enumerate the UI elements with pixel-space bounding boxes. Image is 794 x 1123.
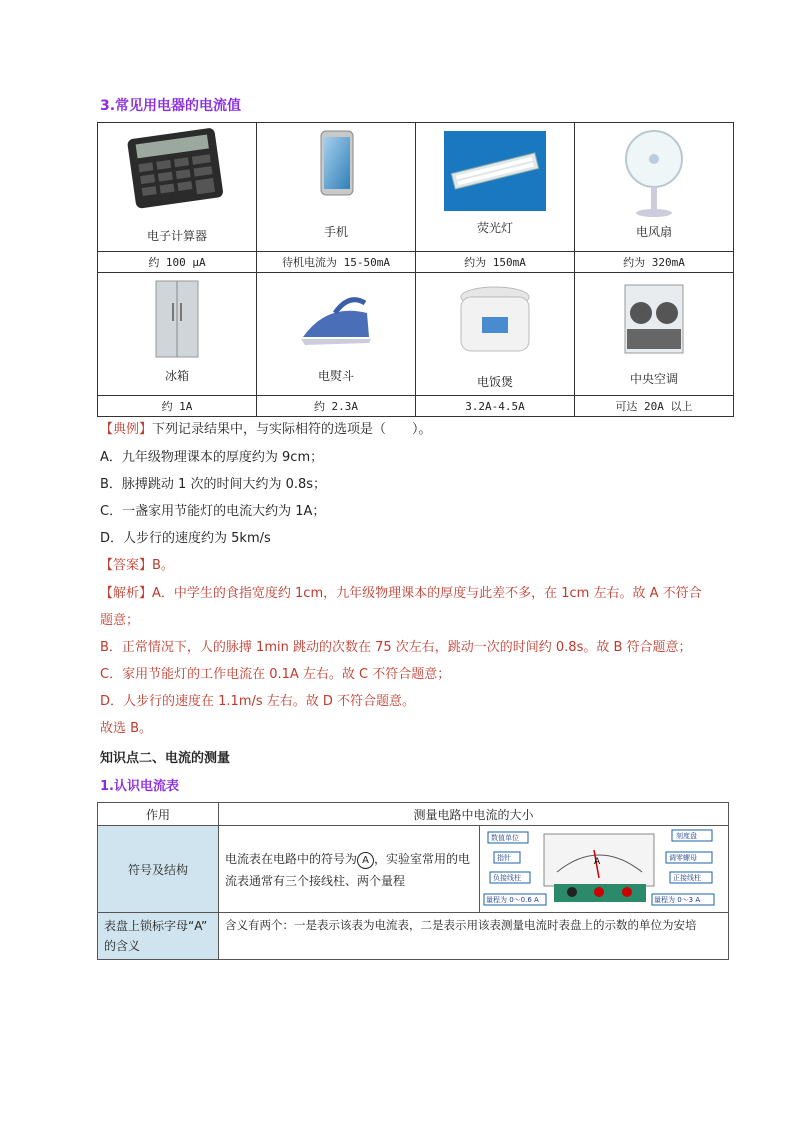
table-row [98, 123, 734, 252]
appliance-name: 中央空调 [629, 372, 678, 386]
appliance-current: 3.2A-4.5A [416, 396, 575, 417]
answer-text: B。 [152, 558, 174, 573]
example-tag: 【典例】 [100, 422, 153, 437]
fridge-icon [98, 273, 256, 373]
label-pos-terminal: 正接线柱 [673, 874, 701, 882]
appliance-name: 冰箱 [164, 369, 189, 383]
ammeter-symbol: A [357, 852, 374, 869]
symbol-text: 电流表在电路中的符号为 [225, 852, 358, 866]
appliance-current: 待机电流为 15-50mA [257, 252, 416, 273]
label-zero-adjust: 调零螺母 [669, 854, 697, 862]
option-d: D．人步行的速度约为 5km/s [100, 531, 271, 546]
section-title: 1.认识电流表 [100, 779, 179, 794]
ammeter-diagram [482, 828, 722, 910]
label-unit: 数值单位 [491, 834, 519, 842]
fan-icon [575, 123, 733, 223]
option-b: B．脉搏跳动 1 次的时间大约为 0.8s； [100, 477, 327, 492]
analysis-line [100, 585, 702, 603]
option-a: A．九年级物理课本的厚度约为 9cm； [100, 450, 324, 465]
section-title: 3.常见用电器的电流值 [100, 98, 242, 114]
appliance-name: 电饭煲 [476, 375, 513, 389]
row-value: 含义有两个：一是表示该表为电流表，二是表示用该表测量电流时表盘上的示数的单位为安培 [219, 913, 729, 960]
appliance-cell [98, 273, 257, 396]
appliance-name: 手机 [323, 225, 348, 239]
label-dial: 刻度盘 [676, 832, 697, 840]
analysis-line: 故选 B。 [100, 721, 153, 736]
analysis-line: C．家用节能灯的工作电流在 0.1A 左右。故 C 不符合题意； [100, 667, 451, 682]
table-row [98, 803, 729, 826]
appliance-name: 电熨斗 [317, 369, 354, 383]
analysis-line: 题意； [100, 613, 140, 628]
label-range-large: 量程为 0～3 A [654, 896, 701, 904]
row-label [98, 913, 219, 960]
table-row [98, 396, 734, 417]
row-label-text: 表盘上锁标字母“A” [104, 919, 208, 933]
analysis-line: B．正常情况下，人的脉搏 1min 跳动的次数在 75 次左右，跳动一次的时间约 0.8s。故 B 符合题意； [100, 640, 692, 655]
rice-cooker-icon [416, 273, 574, 373]
symbol-text: 流表通常有三个接线柱、两个量程 [225, 874, 406, 888]
symbol-text: ，实验室常用的电 [374, 852, 471, 866]
table-row [98, 826, 729, 913]
row-label: 作用 [98, 803, 219, 826]
iron-icon [257, 273, 415, 373]
row-value [219, 826, 480, 913]
appliance-cell [416, 123, 575, 252]
calculator-icon [98, 123, 256, 223]
appliance-current: 约 1A [98, 396, 257, 417]
appliance-current: 约 2.3A [257, 396, 416, 417]
appliance-current: 可达 20A 以上 [575, 396, 734, 417]
knowledge-title: 知识点二、电流的测量 [100, 751, 231, 766]
fluorescent-lamp-icon [416, 123, 574, 223]
answer-tag: 【答案】 [100, 558, 153, 573]
analysis-text: A．中学生的食指宽度约 1cm，九年级物理课本的厚度与此差不多，在 1cm 左右。故 A 不符合 [152, 586, 702, 601]
row-value: 测量电路中电流的大小 [219, 803, 729, 826]
label-neg-terminal: 负接线柱 [493, 874, 521, 882]
table-row [98, 273, 734, 396]
appliance-name: 荧光灯 [476, 221, 513, 235]
appliance-cell [98, 123, 257, 252]
appliance-current: 约 100 μA [98, 252, 257, 273]
option-c: C．一盏家用节能灯的电流大约为 1A； [100, 504, 326, 519]
appliance-current-table [97, 122, 734, 417]
appliance-cell [416, 273, 575, 396]
ammeter-diagram-cell [480, 826, 729, 913]
table-row [98, 252, 734, 273]
appliance-cell [257, 123, 416, 252]
appliance-cell [257, 273, 416, 396]
label-pointer: 指针 [497, 854, 511, 862]
appliance-current: 约为 150mA [416, 252, 575, 273]
example-question [100, 421, 432, 439]
row-label-text: 的含义 [104, 939, 141, 953]
svg-text:A: A [594, 857, 601, 867]
row-label: 符号及结构 [98, 826, 219, 913]
answer-line [100, 557, 174, 575]
appliance-cell [575, 123, 734, 252]
ammeter-table [97, 802, 729, 960]
question-text: 下列记录结果中，与实际相符的选项是（ ）。 [152, 422, 432, 437]
air-conditioner-icon [575, 273, 733, 373]
appliance-cell [575, 273, 734, 396]
label-range-small: 量程为 0～0.6 A [486, 896, 539, 904]
table-row [98, 913, 729, 960]
appliance-name: 电子计算器 [146, 229, 207, 243]
appliance-name: 电风扇 [635, 225, 672, 239]
phone-icon [257, 123, 415, 223]
analysis-tag: 【解析】 [100, 586, 153, 601]
analysis-line: D．人步行的速度在 1.1m/s 左右。故 D 不符合题意。 [100, 694, 416, 709]
appliance-current: 约为 320mA [575, 252, 734, 273]
